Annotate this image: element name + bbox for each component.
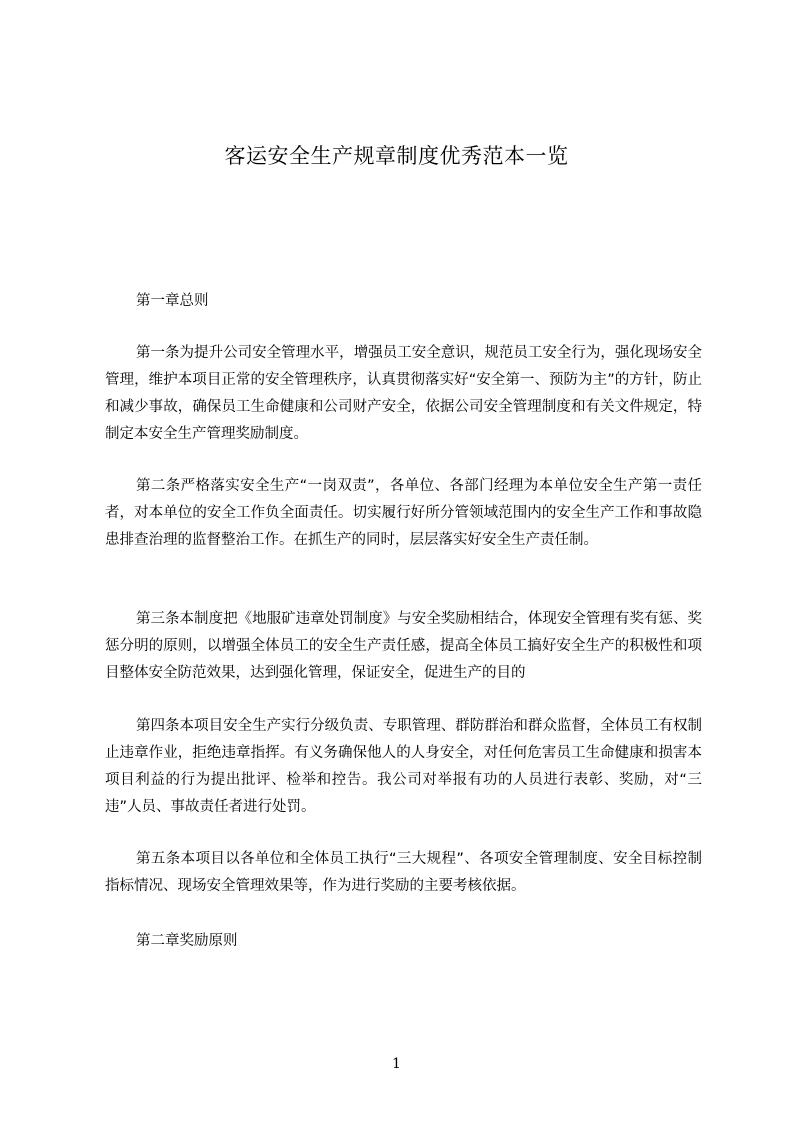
article-2-paragraph: 第二条严格落实安全生产“一岗双责”，各单位、各部门经理为本单位安全生产第一责任者，对本单位的安全工作负全面责任。切实履行好所分管领域范围内的安全生产工作和事故隐患排查治理的监督整治工作。在抓生产的同时，层层落实好安全生产责任制。 [105,478,702,548]
article-1-paragraph: 第一条为提升公司安全管理水平，增强员工安全意识，规范员工安全行为，强化现场安全管理，维护本项目正常的安全管理秩序，认真贯彻落实好“安全第一、预防为主”的方针，防止和减少事故，确保员工生命健康和公司财产安全，依据公司安全管理制度和有关文件规定，特制定本安全生产管理奖励制度。 [105,345,702,442]
chapter-2-heading: 第二章奖励原则 [136,933,238,949]
document-title: 客运安全生产规章制度优秀范本一览 [224,144,569,168]
chapter-1-heading: 第一章总则 [136,293,209,309]
article-4-paragraph: 第四条本项目安全生产实行分级负责、专职管理、群防群治和群众监督，全体员工有权制止违章作业，拒绝违章指挥。有义务确保他人的人身安全，对任何危害员工生命健康和损害本项目利益的行为提出批评、检举和控告。我公司对举报有功的人员进行表彰、奖励，对“三违”人员、事故责任者进行处罚。 [105,718,702,815]
article-5-paragraph: 第五条本项目以各单位和全体员工执行“三大规程”、各项安全管理制度、安全目标控制指标情况、现场安全管理效果等，作为进行奖励的主要考核依据。 [105,851,702,894]
article-3-paragraph: 第三条本制度把《地服矿违章处罚制度》与安全奖励相结合，体现安全管理有奖有惩、奖惩分明的原则，以增强全体员工的安全生产责任感，提高全体员工搞好安全生产的积极性和项目整体安全防范效果，达到强化管理，保证安全，促进生产的目的 [105,611,702,681]
page-number: 1 [392,1056,401,1072]
